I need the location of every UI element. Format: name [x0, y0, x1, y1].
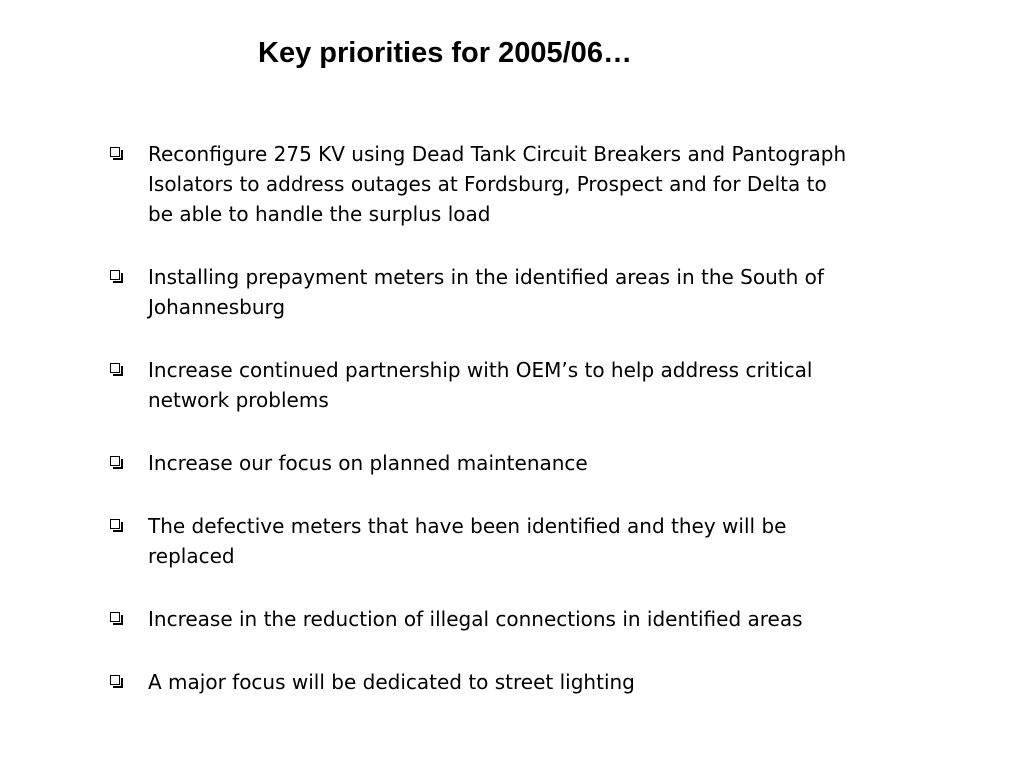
bullet-item: [108, 262, 968, 322]
bullet-text: Increase continued partnership with OEM’s to help address critical network problems: [148, 358, 813, 412]
bullet-text: Reconfigure 275 KV using Dead Tank Circuit Breakers and Pantograph Isolators to address outages at Fordsburg, Prospect and for Delta to be able to handle the surplus load: [148, 142, 847, 226]
bullet-text: Installing prepayment meters in the identified areas in the South of Johannesburg: [148, 265, 824, 319]
bullet-item: [108, 604, 968, 634]
bullet-text: Increase in the reduction of illegal connections in identified areas: [148, 607, 803, 631]
bullet-text: A major focus will be dedicated to street lighting: [148, 670, 635, 694]
checkbox-bullet-icon: [110, 612, 120, 622]
checkbox-bullet-icon: [110, 270, 120, 280]
slide-title: Key priorities for 2005/06…: [258, 37, 632, 69]
bullet-item: [108, 448, 968, 478]
checkbox-bullet-icon: [110, 456, 120, 466]
bullet-item: [108, 139, 968, 229]
checkbox-bullet-icon: [110, 147, 120, 157]
checkbox-bullet-icon: [110, 363, 120, 373]
bullet-text: The defective meters that have been identified and they will be replaced: [148, 514, 787, 568]
bullet-item: [108, 667, 968, 697]
bullet-list: [108, 139, 968, 730]
checkbox-bullet-icon: [110, 519, 120, 529]
bullet-text: Increase our focus on planned maintenance: [148, 451, 588, 475]
checkbox-bullet-icon: [110, 675, 120, 685]
bullet-item: [108, 511, 968, 571]
bullet-item: [108, 355, 968, 415]
